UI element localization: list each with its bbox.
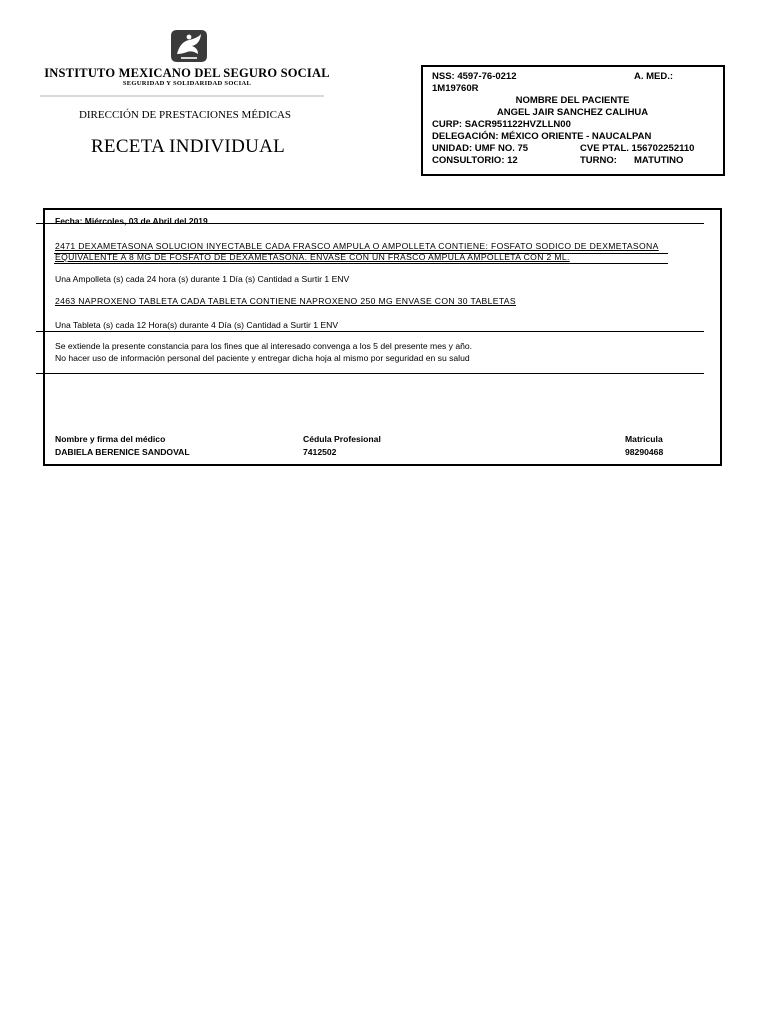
patient-name: ANGEL JAIR SANCHEZ CALIHUA — [496, 107, 649, 118]
section-rule-2 — [36, 373, 704, 374]
matricula-label: Matricula — [625, 434, 663, 444]
patient-delegacion: DELEGACIÓN: MÉXICO ORIENTE - NAUCALPAN — [432, 131, 652, 142]
patient-a-med-value: 1M19760R — [432, 83, 479, 94]
patient-name-label: NOMBRE DEL PACIENTE — [515, 95, 630, 106]
patient-curp: CURP: SACR951122HVZLLN00 — [432, 119, 571, 130]
med-1-dosage: Una Ampolleta (s) cada 24 hora (s) durante 1 Día (s) Cantidad a Surtir 1 ENV — [55, 274, 350, 284]
header-divider — [40, 95, 324, 97]
patient-nss: NSS: 4597-76-0212 — [432, 71, 517, 82]
cedula-value: 7412502 — [303, 447, 337, 457]
direccion-label: DIRECCIÓN DE PRESTACIONES MÉDICAS — [78, 109, 292, 121]
imss-eagle-logo-icon — [168, 28, 210, 64]
patient-cve-ptal: CVE PTAL. 156702252110 — [580, 143, 695, 154]
notice-line2: No hacer uso de información personal del paciente y entregar dicha hoja al mismo por seguridad en su salud — [55, 353, 470, 363]
med-2-description-line1: 2463 NAPROXENO TABLETA CADA TABLETA CONTIENE NAPROXENO 250 MG ENVASE CON 30 TABLETAS — [55, 296, 516, 306]
institution-subtitle: SEGURIDAD Y SOLIDARIDAD SOCIAL — [122, 80, 252, 87]
med-underline-2 — [54, 263, 668, 264]
patient-turno: MATUTINO — [634, 155, 684, 166]
patient-a-med-label: A. MED.: — [634, 71, 674, 82]
notice-line1: Se extiende la presente constancia para los fines que al interesado convenga a los 5 del presente mes y año. — [55, 341, 473, 351]
doctor-name: DABIELA BERENICE SANDOVAL — [55, 447, 190, 457]
page-title: RECETA INDIVIDUAL — [90, 136, 286, 157]
med-1-description-line1: 2471 DEXAMETASONA SOLUCION INYECTABLE CADA FRASCO AMPULA O AMPOLLETA CONTIENE: FOSFATO SODICO DE DEXMETASONA — [55, 241, 659, 251]
matricula-value: 98290468 — [625, 447, 664, 457]
patient-unidad: UNIDAD: UMF NO. 75 — [432, 143, 529, 154]
patient-turno-label: TURNO: — [580, 155, 617, 166]
section-rule-1 — [36, 331, 704, 332]
med-1-description-line2: EQUIVALENTE A 8 MG DE FOSFATO DE DEXAMETASONA. ENVASE CON UN FRASCO AMPULA AMPOLLETA CON 2 ML. — [55, 252, 570, 262]
prescription-date: Fecha: Miércoles, 03 de Abril del 2019 — [55, 216, 208, 226]
doctor-label: Nombre y firma del médico — [55, 434, 166, 444]
cedula-label: Cédula Profesional — [303, 434, 381, 444]
patient-consultorio: CONSULTORIO: 12 — [432, 155, 518, 166]
patient-info-box — [421, 65, 725, 176]
institution-name: INSTITUTO MEXICANO DEL SEGURO SOCIAL — [44, 66, 330, 80]
med-2-dosage: Una Tableta (s) cada 12 Hora(s) durante 4 Día (s) Cantidad a Surtir 1 ENV — [55, 320, 339, 330]
